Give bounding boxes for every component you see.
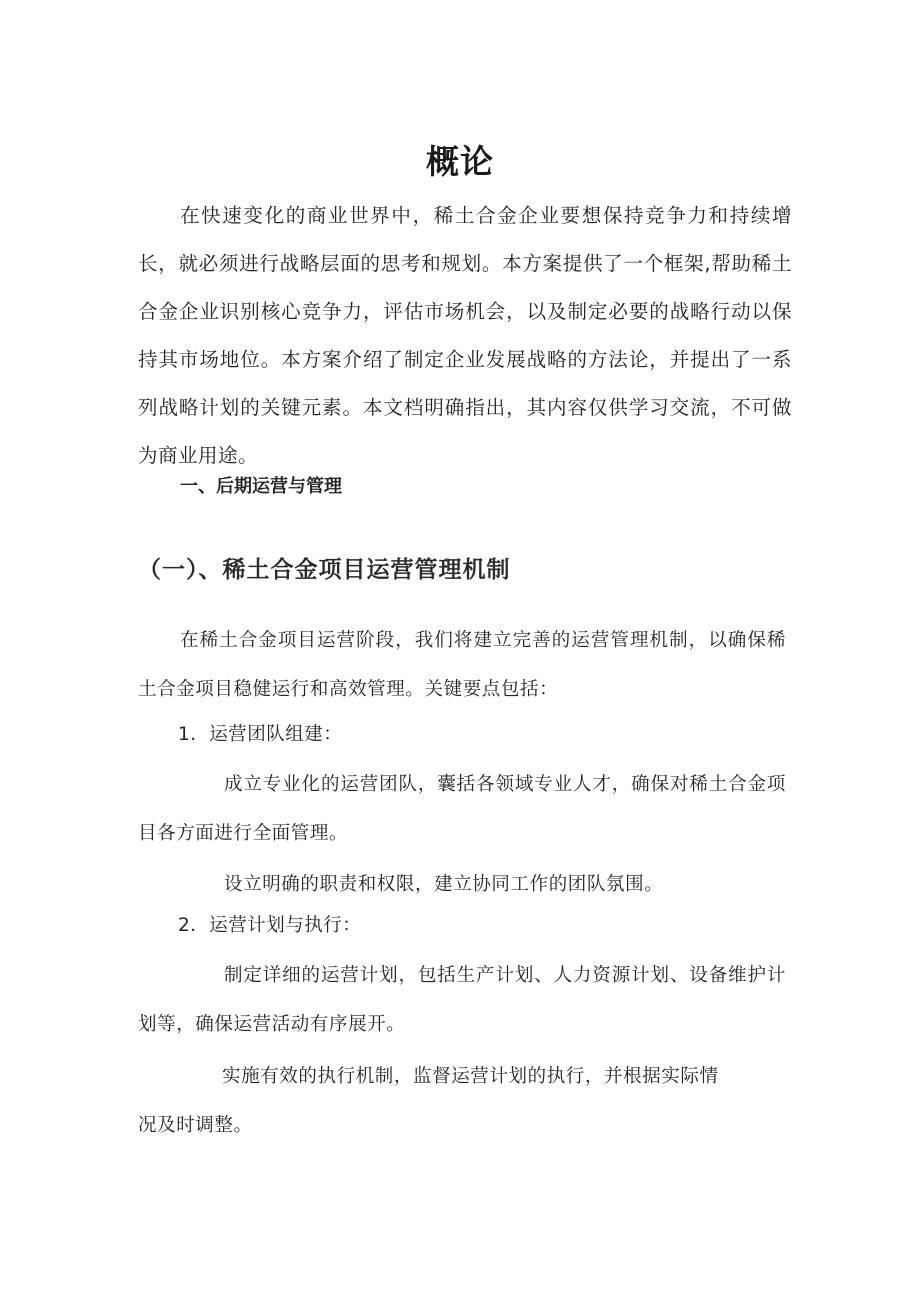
- list-item-point: 况及时调整。: [138, 1115, 253, 1136]
- subsection-heading: （一）、稀土合金项目运营管理机制: [138, 557, 511, 583]
- list-item-label: 2．运营计划与执行：: [178, 915, 362, 936]
- list-item-point: 实施有效的执行机制，监督运营计划的执行，并根据实际情: [222, 1066, 719, 1087]
- list-item-label: 1．运营团队组建：: [178, 724, 343, 745]
- section-heading: 一、后期运营与管理: [180, 476, 342, 497]
- subsection-lead-paragraph: 在稀土合金项目运营阶段，我们将建立完善的运营管理机制，以确保稀土合金项目稳健运行和高效管理。关键要点包括：: [138, 630, 786, 700]
- list-item-point: 设立明确的职责和权限，建立协同工作的团队氛围。: [224, 874, 664, 895]
- intro-paragraph: 在快速变化的商业世界中，稀土合金企业要想保持竞争力和持续增长，就必须进行战略层面的思考和规划。本方案提供了一个框架,帮助稀土合金企业识别核心竞争力，评估市场机会，以及制定必要的战略行动以保持其市场地位。本方案介绍了制定企业发展战略的方法论，并提出了一系列战略计划的关键元素。本文档明确指出，其内容仅供学习交流，不可做为商业用途。: [138, 204, 792, 467]
- list-item-point: 制定详细的运营计划，包括生产计划、人力资源计划、设备维护计划等，确保运营活动有序展开。: [138, 965, 786, 1035]
- list-item-point: 成立专业化的运营团队，囊括各领域专业人才，确保对稀土合金项目各方面进行全面管理。: [138, 774, 786, 844]
- page-title: 概论: [426, 142, 494, 182]
